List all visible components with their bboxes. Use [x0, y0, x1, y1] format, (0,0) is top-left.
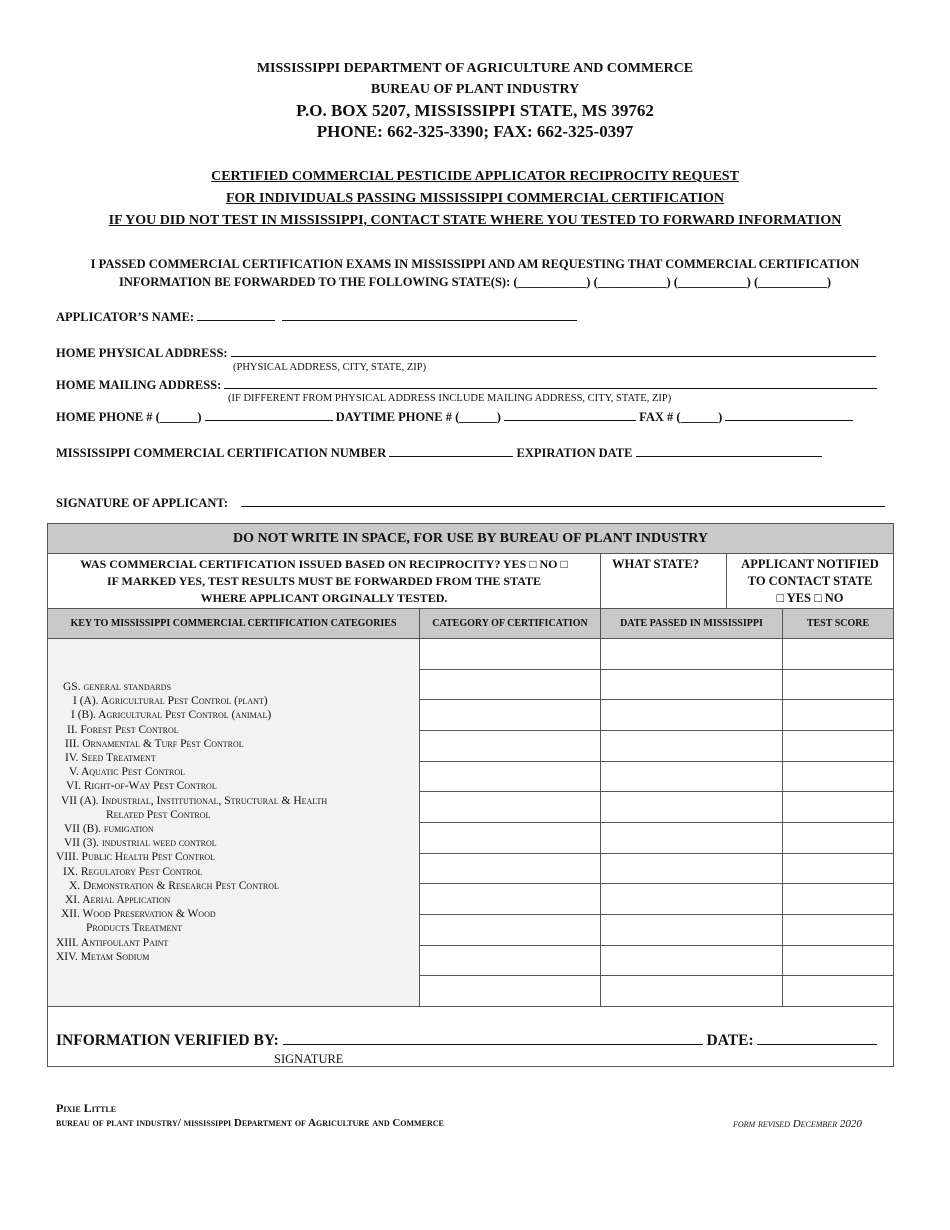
applicator-name-field-2[interactable]	[282, 308, 577, 321]
test-score-cell[interactable]	[783, 670, 893, 701]
category-item: VI. Right-of-Way Pest Control	[66, 780, 217, 793]
request-statement	[0, 255, 950, 291]
category-cell[interactable]	[420, 884, 601, 915]
physical-address-row	[56, 344, 876, 361]
applicator-name-label: APPLICATOR’S NAME:	[56, 310, 195, 324]
date-passed-cell[interactable]	[601, 700, 783, 731]
category-item: XII. Wood Preservation & Wood	[61, 908, 216, 921]
category-cell[interactable]	[420, 976, 601, 1007]
category-item: V. Aquatic Pest Control	[69, 766, 186, 779]
test-score-cell[interactable]	[783, 762, 893, 793]
date-passed-cell[interactable]	[601, 854, 783, 885]
category-item: VII (3). industrial weed control	[64, 837, 217, 850]
form-instruction: IF YOU DID NOT TEST IN MISSISSIPPI, CONTACT STATE WHERE YOU TESTED TO FORWARD INFORMATION	[108, 213, 842, 228]
date-passed-cell[interactable]	[601, 670, 783, 701]
category-item: XI. Aerial Application	[65, 894, 171, 907]
test-score-cell[interactable]	[783, 639, 893, 670]
phone-fax: PHONE: 662-325-3390; FAX: 662-325-0397	[316, 122, 634, 141]
daytime-phone-label: DAYTIME PHONE # (______)	[335, 410, 501, 424]
date-passed-cell[interactable]	[601, 762, 783, 793]
bureau-name: BUREAU OF PLANT INDUSTRY	[370, 82, 580, 97]
test-score-cell[interactable]	[783, 946, 893, 977]
applicator-name-field-1[interactable]	[197, 308, 275, 321]
date-label: DATE:	[706, 1032, 754, 1049]
expiration-label: EXPIRATION DATE	[516, 446, 633, 460]
signature-caption: SIGNATURE	[274, 1052, 344, 1066]
what-state-label: WHAT STATE?	[612, 557, 699, 571]
test-score-cell[interactable]	[783, 854, 893, 885]
col-header-score: TEST SCORE	[783, 609, 893, 639]
category-item: III. Ornamental & Turf Pest Control	[65, 737, 244, 750]
home-phone-label: HOME PHONE # (______)	[56, 410, 202, 424]
category-cell[interactable]	[420, 854, 601, 885]
letterhead	[0, 58, 950, 142]
footer-organization: bureau of plant industry/ mississippi Department of Agriculture and Commerce	[56, 1117, 444, 1129]
applicant-notified-checkboxes[interactable]: □ YES □ NO	[776, 591, 844, 605]
applicant-notified-line-1: APPLICANT NOTIFIED	[741, 557, 879, 571]
test-score-cell[interactable]	[783, 731, 893, 762]
category-item: VIII. Public Health Pest Control	[56, 851, 216, 864]
category-item: I (A). Agricultural Pest Control (plant)	[73, 695, 268, 708]
physical-address-note: (PHYSICAL ADDRESS, CITY, STATE, ZIP)	[233, 362, 427, 373]
verification-row	[56, 1030, 877, 1050]
date-passed-cell[interactable]	[601, 884, 783, 915]
test-score-cell[interactable]	[783, 792, 893, 823]
test-score-cell[interactable]	[783, 884, 893, 915]
verified-by-label: INFORMATION VERIFIED BY:	[56, 1032, 279, 1049]
cert-number-field[interactable]	[389, 444, 513, 457]
category-item: IX. Regulatory Pest Control	[63, 865, 203, 878]
category-cell[interactable]	[420, 946, 601, 977]
category-item: VII (B). fumigation	[64, 823, 154, 836]
test-score-cell[interactable]	[783, 700, 893, 731]
category-item: GS. general standards	[63, 681, 172, 693]
category-item: IV. Seed Treatment	[65, 752, 156, 765]
verified-date-field[interactable]	[757, 1030, 877, 1045]
category-item: VII (A). Industrial, Institutional, Structural & Health	[61, 794, 328, 807]
date-passed-cell[interactable]	[601, 792, 783, 823]
category-item: XIV. Metam Sodium	[56, 950, 150, 963]
category-cell[interactable]	[420, 792, 601, 823]
statement-line-2[interactable]: INFORMATION BE FORWARDED TO THE FOLLOWING STATE(S): (___________) (___________) (___________) (___________)	[118, 275, 832, 289]
category-item: I (B). Agricultural Pest Control (animal)	[71, 709, 272, 722]
category-cell[interactable]	[420, 823, 601, 854]
test-score-cell[interactable]	[783, 915, 893, 946]
category-cell[interactable]	[420, 670, 601, 701]
reciprocity-question-line-2: IF MARKED YES, TEST RESULTS MUST BE FORWARDED FROM THE STATE	[106, 574, 541, 588]
entry-grid	[420, 639, 893, 1007]
footer-name: Pixie Little	[56, 1101, 117, 1115]
category-item: X. Demonstration & Research Pest Control	[69, 879, 279, 892]
reciprocity-question	[48, 554, 601, 609]
category-item: Related Pest Control	[106, 808, 211, 821]
applicant-notified-line-2: TO CONTACT STATE	[747, 574, 873, 588]
mailing-address-row	[56, 376, 877, 393]
mailing-address-label: HOME MAILING ADDRESS:	[56, 378, 222, 392]
home-phone-field[interactable]	[205, 408, 333, 421]
signature-field[interactable]	[241, 494, 885, 507]
date-passed-cell[interactable]	[601, 976, 783, 1007]
date-passed-cell[interactable]	[601, 915, 783, 946]
reciprocity-question-line-3: WHERE APPLICANT ORGINALLY TESTED.	[200, 591, 448, 605]
date-passed-cell[interactable]	[601, 731, 783, 762]
col-header-date: DATE PASSED IN MISSISSIPPI	[601, 609, 783, 639]
category-cell[interactable]	[420, 762, 601, 793]
cert-number-label: MISSISSIPPI COMMERCIAL CERTIFICATION NUMBER	[56, 446, 387, 460]
mailing-address-note: (IF DIFFERENT FROM PHYSICAL ADDRESS INCLUDE MAILING ADDRESS, CITY, STATE, ZIP)	[228, 393, 672, 404]
applicator-name-row	[56, 308, 577, 325]
test-score-cell[interactable]	[783, 976, 893, 1007]
form-subtitle: FOR INDIVIDUALS PASSING MISSISSIPPI COMMERCIAL CERTIFICATION	[225, 191, 724, 206]
office-use-box	[47, 523, 894, 1067]
category-cell[interactable]	[420, 915, 601, 946]
category-item: Products Treatment	[86, 922, 183, 935]
office-use-banner: DO NOT WRITE IN SPACE, FOR USE BY BUREAU OF PLANT INDUSTRY	[48, 524, 893, 554]
date-passed-cell[interactable]	[601, 639, 783, 670]
form-title: CERTIFIED COMMERCIAL PESTICIDE APPLICATOR RECIPROCITY REQUEST	[211, 169, 739, 184]
fax-label: FAX # (______)	[639, 410, 723, 424]
what-state-cell[interactable]	[601, 554, 727, 609]
mailing-address: P.O. BOX 5207, MISSISSIPPI STATE, MS 39762	[296, 101, 654, 120]
signature-row	[56, 494, 885, 511]
certification-row	[56, 444, 822, 461]
date-passed-cell[interactable]	[601, 946, 783, 977]
category-key-list	[48, 639, 420, 1007]
test-score-cell[interactable]	[783, 823, 893, 854]
category-item: XIII. Antifoulant Paint	[56, 936, 169, 949]
statement-line-1: I PASSED COMMERCIAL CERTIFICATION EXAMS IN MISSISSIPPI AND AM REQUESTING THAT COMMERCIAL CERTIFICATION	[90, 257, 860, 271]
category-item: II. Forest Pest Control	[67, 723, 179, 736]
department-name: MISSISSIPPI DEPARTMENT OF AGRICULTURE AND COMMERCE	[256, 61, 694, 76]
form-titles	[0, 166, 950, 232]
reciprocity-question-line-1[interactable]: WAS COMMERCIAL CERTIFICATION ISSUED BASED ON RECIPROCITY? YES □ NO □	[80, 557, 568, 571]
verified-by-signature-field[interactable]	[283, 1030, 703, 1045]
phone-row	[56, 408, 853, 425]
category-cell[interactable]	[420, 731, 601, 762]
applicant-notified-cell	[727, 554, 893, 609]
mailing-address-field[interactable]	[224, 376, 877, 389]
category-cell[interactable]	[420, 700, 601, 731]
signature-label: SIGNATURE OF APPLICANT:	[56, 496, 229, 510]
daytime-phone-field[interactable]	[504, 408, 636, 421]
col-header-category: CATEGORY OF CERTIFICATION	[420, 609, 601, 639]
category-cell[interactable]	[420, 639, 601, 670]
physical-address-label: HOME PHYSICAL ADDRESS:	[56, 346, 228, 360]
expiration-field[interactable]	[636, 444, 822, 457]
form-revised-date: form revised December 2020	[733, 1118, 862, 1130]
date-passed-cell[interactable]	[601, 823, 783, 854]
physical-address-field[interactable]	[231, 344, 876, 357]
fax-field[interactable]	[725, 408, 853, 421]
col-header-key: KEY TO MISSISSIPPI COMMERCIAL CERTIFICATION CATEGORIES	[48, 609, 420, 639]
